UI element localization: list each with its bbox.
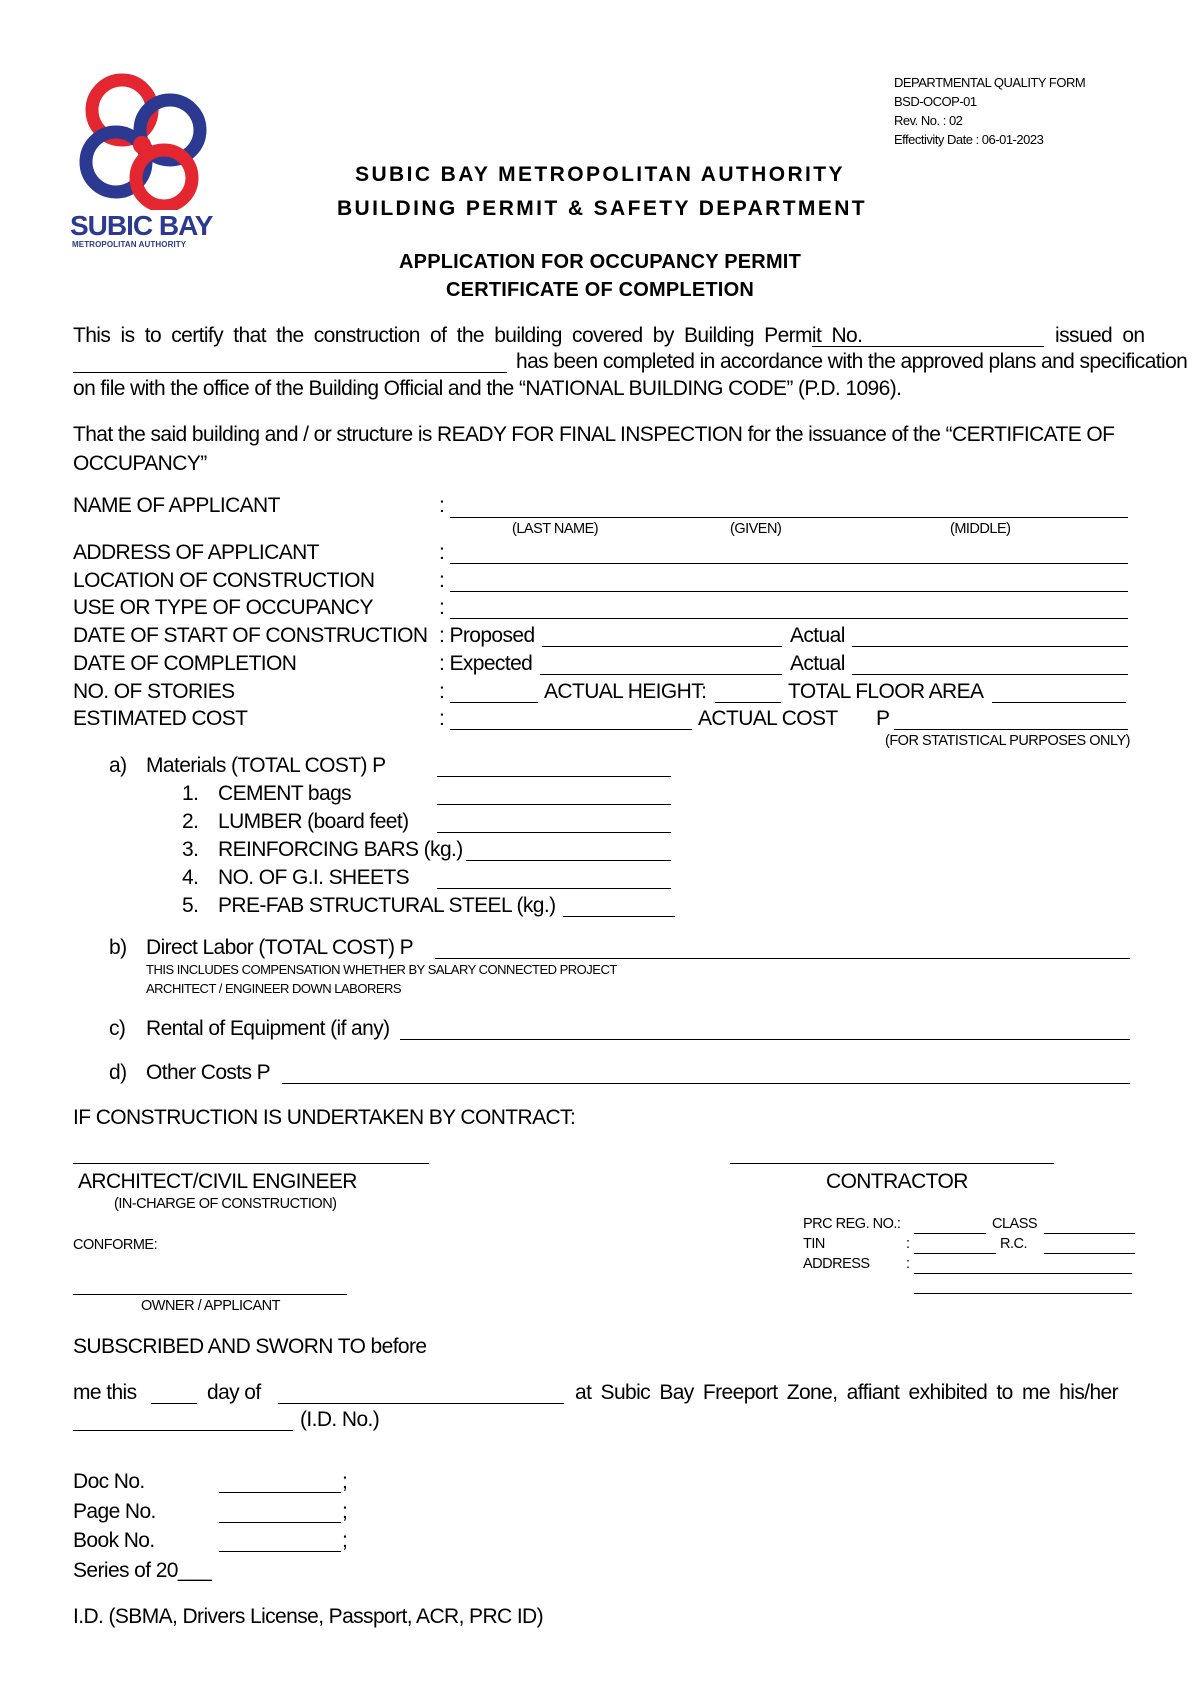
dept-name: BUILDING PERMIT & SAFETY DEPARTMENT (336, 197, 868, 220)
month-line[interactable] (278, 1403, 564, 1404)
actual-height-label: ACTUAL HEIGHT: (544, 680, 707, 703)
contractor-address-label: ADDRESS (803, 1256, 870, 1272)
doc-no-label: Doc No. (73, 1470, 145, 1493)
form-title: APPLICATION FOR OCCUPANCY PERMIT (399, 251, 801, 273)
last-name-caption: (LAST NAME) (512, 521, 599, 537)
labor-letter: b) (109, 936, 127, 959)
use-colon: : (439, 596, 445, 619)
floor-area-line[interactable] (992, 702, 1126, 703)
form-info-line: Rev. No. : 02 (894, 113, 963, 128)
rental-line[interactable] (400, 1039, 1130, 1040)
prc-line[interactable] (914, 1233, 986, 1234)
form-info-line: BSD-OCOP-01 (894, 94, 977, 109)
cost-item-label: LUMBER (board feet) (218, 810, 409, 833)
gi-sheets-line[interactable] (437, 888, 671, 889)
cost-item (182, 894, 198, 918)
cost-item-num: 4. (182, 866, 199, 889)
tin-line[interactable] (914, 1253, 996, 1254)
class-label: CLASS (992, 1216, 1038, 1232)
issued-on-line[interactable] (73, 372, 507, 373)
estimated-cost-line[interactable] (450, 729, 692, 730)
contractor-address-line-2[interactable] (914, 1293, 1132, 1294)
owner-signature-line[interactable] (73, 1294, 347, 1295)
labor-line[interactable] (435, 958, 1130, 959)
cost-item (182, 810, 198, 834)
actual-cost-line[interactable] (894, 729, 1128, 730)
cost-item-num: 5. (182, 894, 199, 917)
cost-item-label: REINFORCING BARS (kg.) (218, 838, 463, 861)
start-proposed-line[interactable] (542, 646, 782, 647)
rc-label: R.C. (1000, 1236, 1027, 1252)
location-label: LOCATION OF CONSTRUCTION (73, 569, 375, 592)
name-line[interactable] (450, 517, 1128, 518)
location-line[interactable] (450, 591, 1128, 592)
id-no-label: (I.D. No.) (300, 1408, 380, 1431)
stories-label: NO. OF STORIES (73, 680, 235, 703)
series-label: Series of 20___ (73, 1559, 212, 1582)
cost-item (182, 838, 198, 862)
location-colon: : (439, 569, 445, 592)
day-line[interactable] (151, 1403, 197, 1404)
start-proposed: : Proposed (439, 624, 535, 647)
actual-cost-peso: P (876, 707, 890, 730)
contractor-label: CONTRACTOR (826, 1170, 968, 1193)
materials-label: Materials (TOTAL COST) P (146, 754, 386, 777)
sbma-logo-emblem (70, 70, 220, 210)
completion-actual-label: Actual (790, 652, 845, 675)
day-of-label: day of (207, 1381, 261, 1404)
cost-item-label: CEMENT bags (218, 782, 352, 805)
rental-label: Rental of Equipment (if any) (146, 1017, 390, 1040)
cost-item-num: 1. (182, 782, 199, 805)
cost-item-num: 3. (182, 838, 199, 861)
logo-name: SUBIC BAY (70, 210, 213, 241)
address-label: ADDRESS OF APPLICANT (73, 541, 319, 564)
lumber-line[interactable] (437, 832, 671, 833)
floor-area-label: TOTAL FLOOR AREA (788, 680, 984, 703)
cost-colon: : (439, 707, 445, 730)
contract-heading: IF CONSTRUCTION IS UNDERTAKEN BY CONTRACT: (73, 1106, 576, 1129)
address-colon: : (439, 541, 445, 564)
logo-subtitle: METROPOLITAN AUTHORITY (72, 240, 187, 249)
intro-p1c: has been completed in accordance with the approved plans and specification (516, 350, 1188, 373)
labor-note: THIS INCLUDES COMPENSATION WHETHER BY SALARY CONNECTED PROJECT (146, 962, 617, 977)
rc-line[interactable] (1044, 1253, 1135, 1254)
page-no-label: Page No. (73, 1500, 156, 1523)
intro-p1b: issued on (1055, 324, 1145, 347)
completion-actual-line[interactable] (852, 674, 1128, 675)
start-actual-line[interactable] (852, 646, 1128, 647)
start-label: DATE OF START OF CONSTRUCTION (73, 624, 428, 647)
completion-expected: : Expected (439, 652, 533, 675)
materials-letter: a) (109, 754, 127, 777)
use-line[interactable] (450, 618, 1128, 619)
intro-p1d: on file with the office of the Building Official and the “NATIONAL BUILDING CODE” (P.D. 1096). (73, 377, 902, 400)
completion-expected-line[interactable] (540, 674, 782, 675)
at-subic-label: at Subic Bay Freeport Zone, affiant exhibited to me his/her (575, 1381, 1119, 1404)
cost-item-label: NO. OF G.I. SHEETS (218, 866, 410, 889)
labor-note: ARCHITECT / ENGINEER DOWN LABORERS (146, 981, 402, 996)
conforme-label: CONFORME: (73, 1237, 158, 1253)
book-no-semicolon: ; (342, 1529, 348, 1552)
actual-cost-label: ACTUAL COST (698, 707, 838, 730)
contractor-signature-line[interactable] (730, 1163, 1054, 1164)
doc-no-line[interactable] (219, 1492, 341, 1493)
address-line[interactable] (450, 563, 1128, 564)
id-list: I.D. (SBMA, Drivers License, Passport, ACR, PRC ID) (73, 1605, 544, 1628)
other-letter: d) (109, 1061, 127, 1084)
labor-label: Direct Labor (TOTAL COST) P (146, 936, 413, 959)
stories-colon: : (439, 680, 445, 703)
contractor-address-line[interactable] (914, 1273, 1132, 1274)
steel-line[interactable] (563, 916, 675, 917)
page-no-semicolon: ; (342, 1500, 348, 1523)
other-label: Other Costs P (146, 1061, 271, 1084)
cost-item (182, 782, 198, 806)
me-this-label: me this (73, 1381, 137, 1404)
middle-caption: (MIDDLE) (950, 521, 1011, 537)
cost-item-num: 2. (182, 810, 199, 833)
cost-item (182, 866, 198, 890)
name-label: NAME OF APPLICANT (73, 494, 280, 517)
architect-signature-line[interactable] (73, 1163, 429, 1164)
book-no-label: Book No. (73, 1529, 155, 1552)
given-caption: (GIVEN) (730, 521, 782, 537)
page-no-line[interactable] (219, 1522, 341, 1523)
statistical-note: (FOR STATISTICAL PURPOSES ONLY) (885, 733, 1130, 749)
materials-line[interactable] (437, 776, 671, 777)
form-info (894, 73, 1085, 149)
address-colon: : (906, 1256, 910, 1272)
intro-p1a: This is to certify that the construction of the building covered by Building Permit No. (73, 324, 863, 347)
tin-colon: : (906, 1236, 910, 1252)
sworn-heading: SUBSCRIBED AND SWORN TO before (73, 1335, 427, 1358)
rebar-line[interactable] (466, 860, 671, 861)
cost-item-label: PRE-FAB STRUCTURAL STEEL (kg.) (218, 894, 556, 917)
use-label: USE OR TYPE OF OCCUPANCY (73, 596, 373, 619)
class-line[interactable] (1044, 1233, 1135, 1234)
owner-caption: OWNER / APPLICANT (141, 1298, 280, 1314)
intro-p2: That the said building and / or structure is READY FOR FINAL INSPECTION for the issuance of the “CERTIFICATE OF OCCUPANCY” (73, 423, 1115, 475)
rental-letter: c) (109, 1017, 126, 1040)
doc-no-semicolon: ; (342, 1470, 348, 1493)
incharge-caption: (IN-CHARGE OF CONSTRUCTION) (114, 1196, 337, 1212)
id-no-line[interactable] (73, 1430, 293, 1431)
tin-label: TIN (803, 1236, 825, 1252)
stories-line[interactable] (450, 702, 538, 703)
form-subtitle: CERTIFICATE OF COMPLETION (446, 279, 754, 301)
architect-label: ARCHITECT/CIVIL ENGINEER (78, 1170, 357, 1193)
completion-label: DATE OF COMPLETION (73, 652, 297, 675)
sbma-logo (70, 70, 220, 250)
cement-line[interactable] (437, 804, 671, 805)
form-info-line: DEPARTMENTAL QUALITY FORM (894, 75, 1086, 90)
book-no-line[interactable] (219, 1551, 341, 1552)
permit-no-line[interactable] (812, 346, 1044, 347)
prc-label: PRC REG. NO.: (803, 1216, 901, 1232)
start-actual-label: Actual (790, 624, 845, 647)
org-name: SUBIC BAY METROPOLITAN AUTHORITY (355, 163, 845, 186)
actual-height-line[interactable] (715, 702, 781, 703)
cost-label: ESTIMATED COST (73, 707, 248, 730)
other-costs-line[interactable] (282, 1083, 1130, 1084)
name-colon: : (439, 494, 445, 517)
form-info-line: Effectivity Date : 06-01-2023 (894, 132, 1044, 147)
